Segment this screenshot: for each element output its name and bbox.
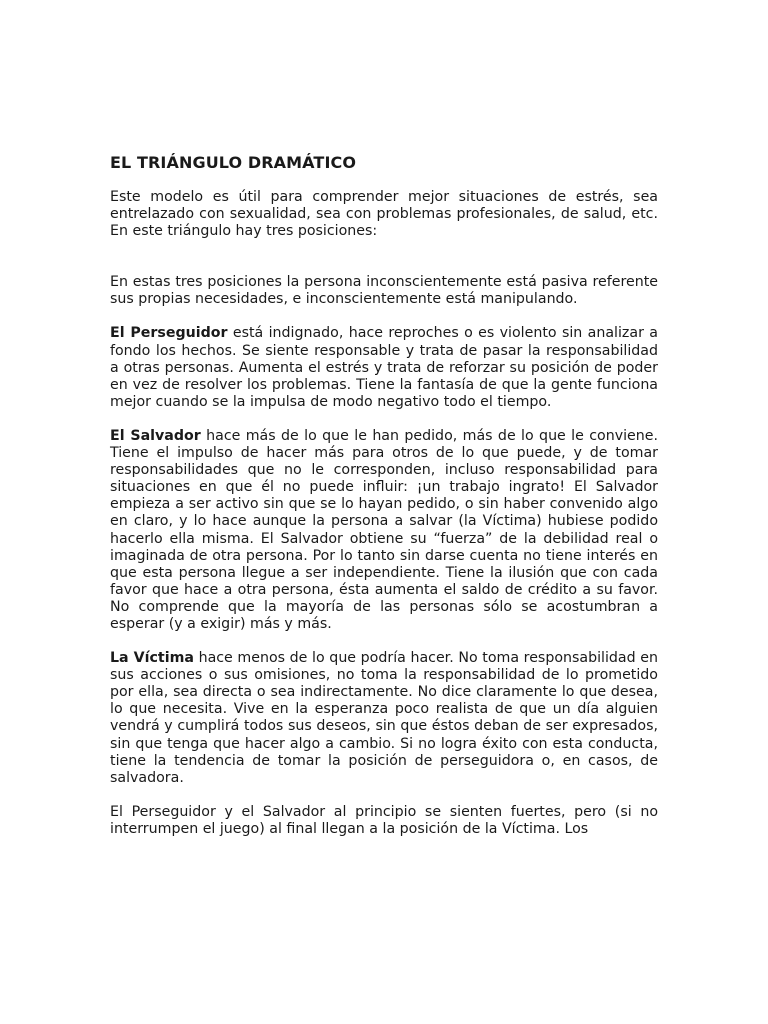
document-title: EL TRIÁNGULO DRAMÁTICO	[110, 153, 357, 172]
victima-text: hace menos de lo que podría hacer. No toma responsabilidad en sus acciones o sus omisiones, no toma la responsabilidad de lo prometido por ella, sea directa o sea indirectamente. No dice claramente lo que desea, lo que necesita. Vive en la esperanza poco realista de que un día alguien vendrá y cumplirá todos sus deseos, sin que éstos deban de ser expresados, sin que tenga que hacer algo a cambio. Si no logra éxito con esta conducta, tiene la tendencia de tomar la posición de perseguidora o, en casos, de salvadora.	[110, 650, 658, 786]
paragraph-spacer	[110, 787, 658, 804]
paragraph-spacer	[110, 308, 658, 325]
victima-term: La Víctima	[110, 650, 194, 667]
salvador-paragraph	[110, 428, 658, 633]
perseguidor-text: está indignado, hace reproches o es violento sin analizar a fondo los hechos. Se siente responsable y trata de pasar la responsabilidad a otras personas. Aumenta el estrés y trata de reforzar su posición de poder en vez de resolver los problemas. Tiene la fantasía de que la gente funciona mejor cuando se la impulsa de modo negativo todo el tiempo.	[110, 325, 658, 410]
positions-paragraph: En estas tres posiciones la persona inconscientemente está pasiva referente sus propias necesidades, e inconscientemente está manipulando.	[110, 274, 658, 308]
victima-paragraph	[110, 650, 658, 787]
salvador-text: hace más de lo que le han pedido, más de lo que le conviene. Tiene el impulso de hacer más para otros de lo que puede, y de tomar responsabilidades que no le corresponden, incluso responsabilidad para situaciones en que él no puede influir: ¡un trabajo ingrato! El Salvador empieza a ser activo sin que se lo hayan pedido, o sin haber convenido algo en claro, y lo hace aunque la persona a salvar (la Víctima) hubiese podido hacerlo ella misma. El Salvador obtiene su “fuerza” de la debilidad real o imaginada de otra persona. Por lo tanto sin darse cuenta no tiene interés en que esta persona llegue a ser independiente. Tiene la ilusión que con cada favor que hace a otra persona, ésta aumenta el saldo de crédito a su favor. No comprende que la mayoría de las personas sólo se acostumbran a esperar (y a exigir) más y más.	[110, 427, 658, 632]
paragraph-spacer	[110, 411, 658, 428]
closing-paragraph: El Perseguidor y el Salvador al principio se sienten fuertes, pero (si no interrumpen el juego) al final llegan a la posición de la Víctima. Los	[110, 803, 658, 837]
perseguidor-term: El Perseguidor	[110, 325, 228, 342]
intro-paragraph: Este modelo es útil para comprender mejor situaciones de estrés, sea entrelazado con sexualidad, sea con problemas profesionales, de salud, etc. En este triángulo hay tres posiciones:	[110, 189, 658, 240]
paragraph-spacer	[110, 633, 658, 650]
perseguidor-paragraph	[110, 325, 658, 410]
salvador-term: El Salvador	[110, 427, 201, 444]
document-page	[110, 153, 658, 838]
blank-space	[110, 240, 658, 274]
